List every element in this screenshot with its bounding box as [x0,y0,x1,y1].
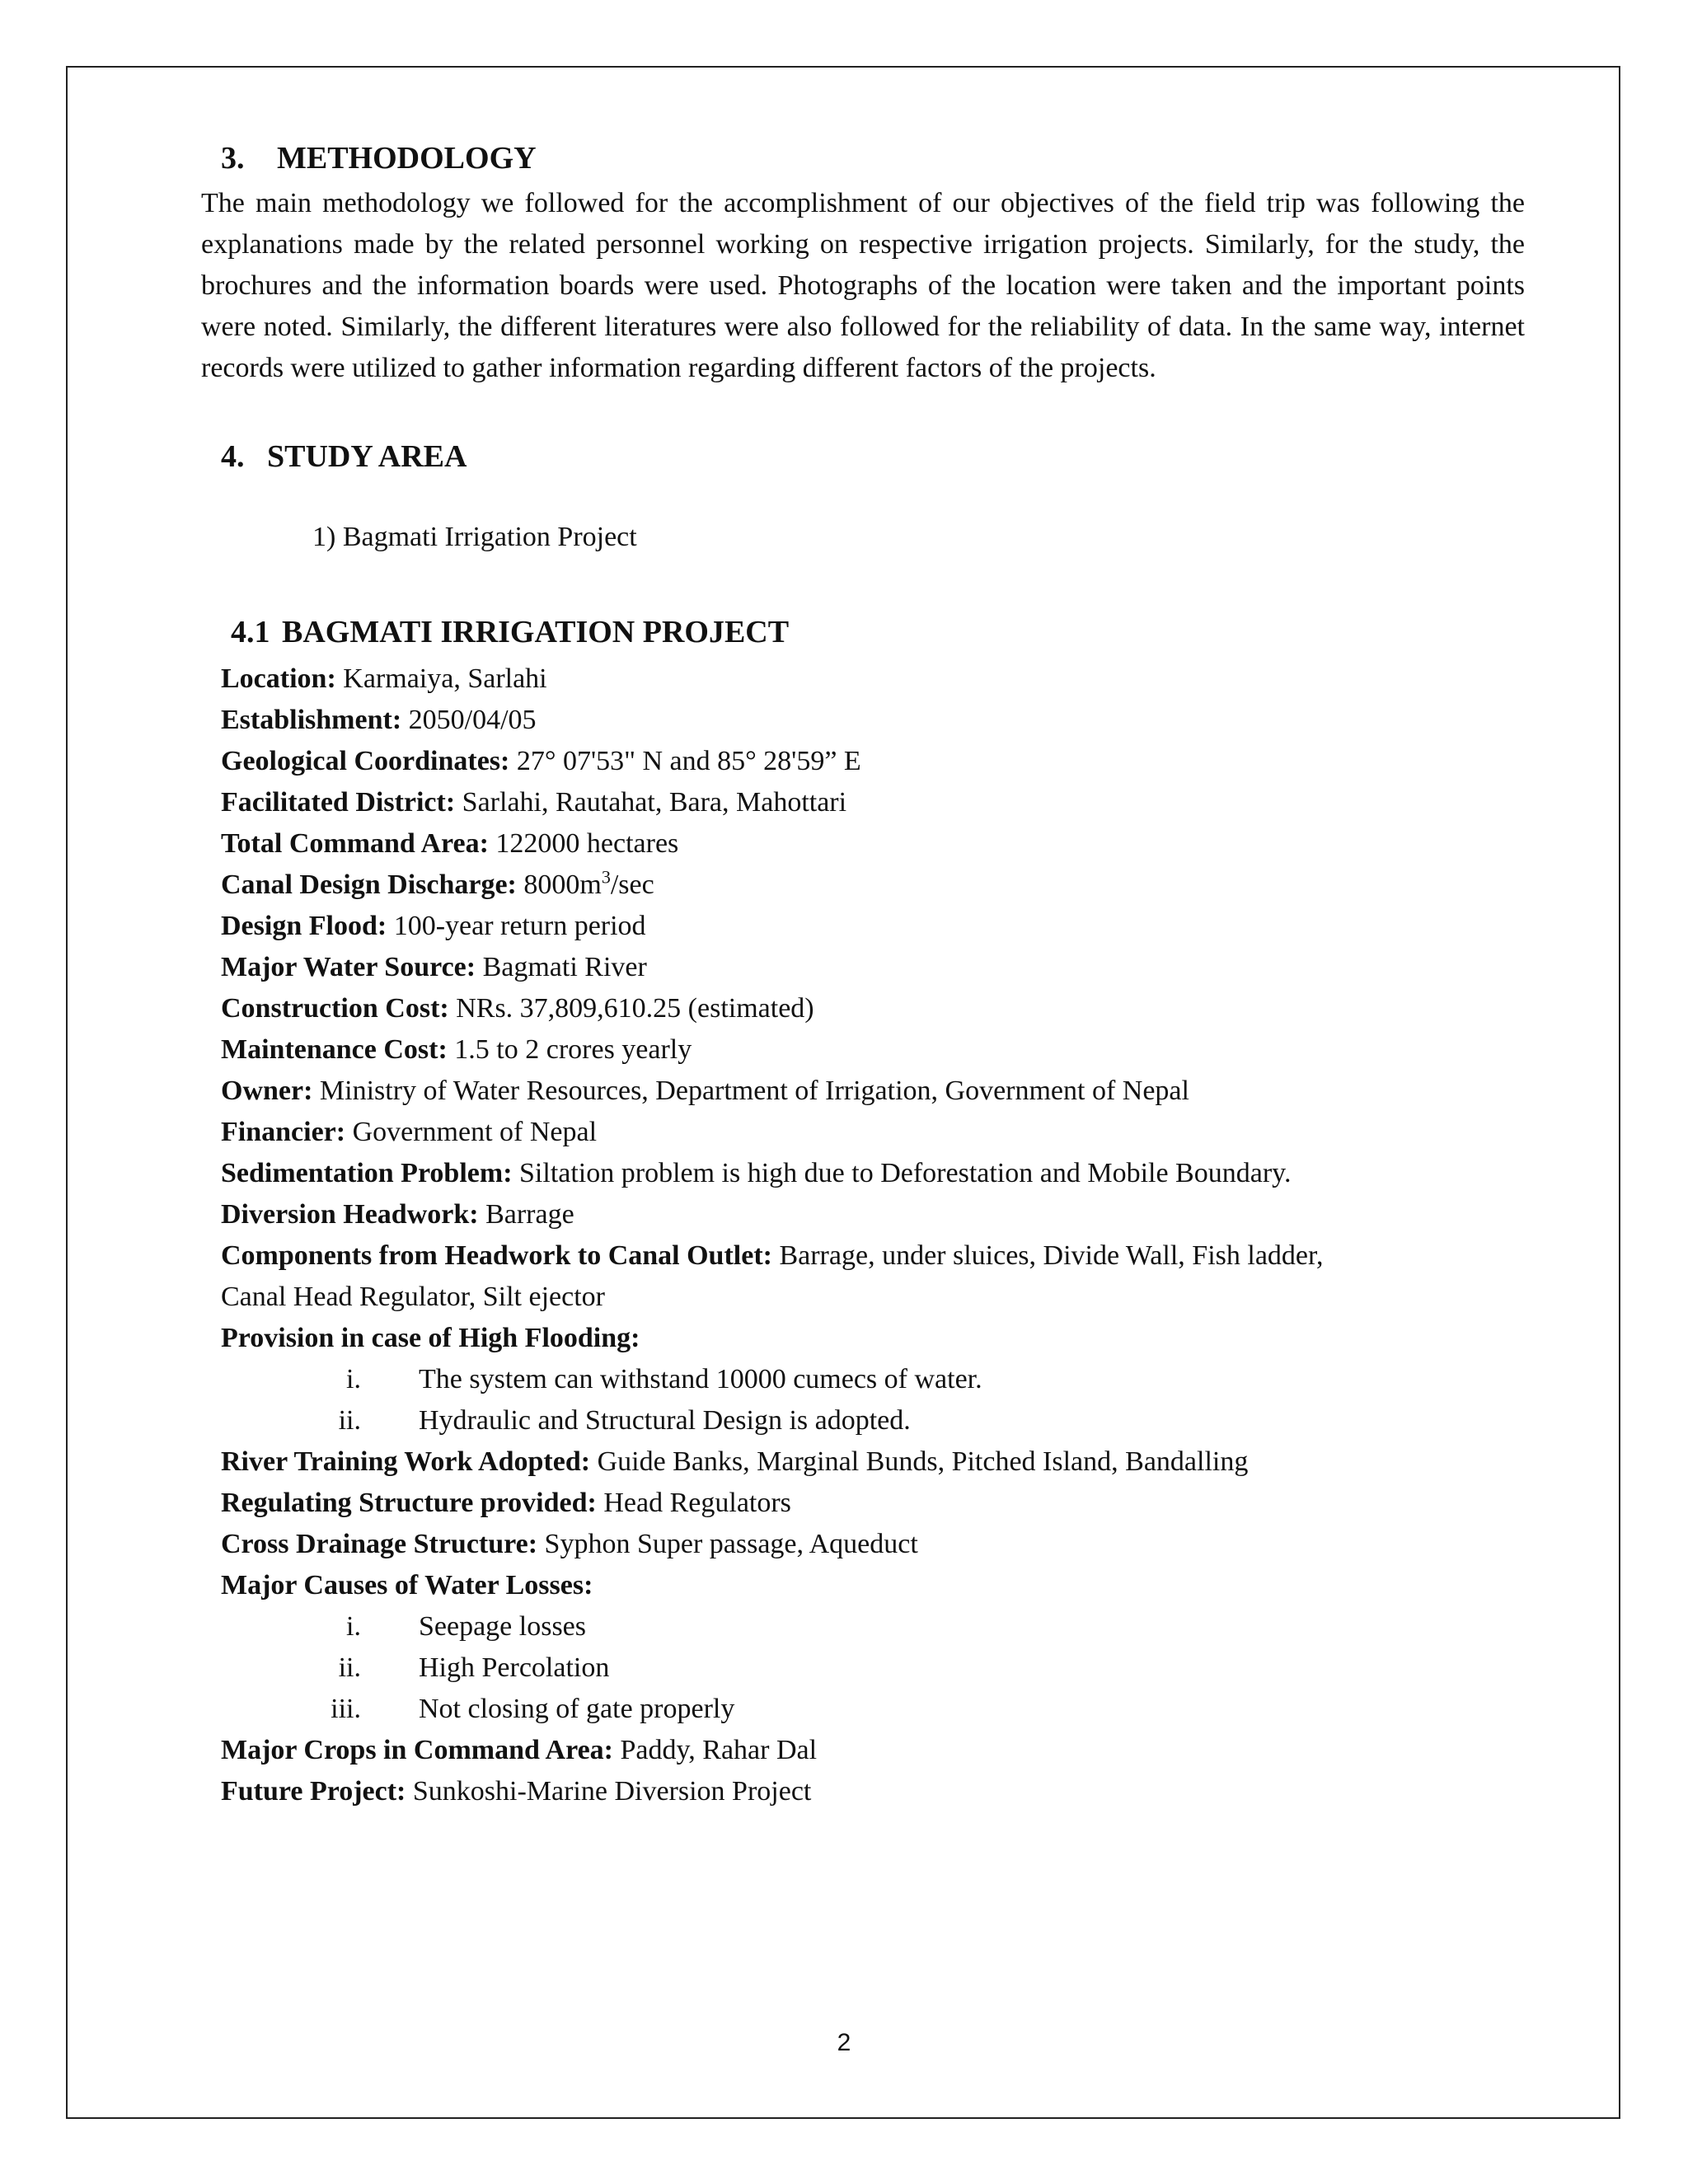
section-heading-study-area: 4. STUDY AREA [221,438,467,474]
page-number: 2 [837,2029,851,2056]
field-flooding-provision: Provision in case of High Flooding: [221,1322,640,1353]
methodology-paragraph: The main methodology we followed for the accomplishment of our objectives of the field trip was following the explanations made by the related personnel working on respective irrigation projects. Similarly, for the study, the brochures and the information boards were used. Photographs of the location were taken and the important points were noted. Similarly, the different literatures were also followed for the reliability of data. In the same way, internet records were utilized to gather information regarding different factors of the projects. [201,187,1525,383]
field-water-source: Major Water Source: Bagmati River [221,951,647,982]
field-establishment: Establishment: 2050/04/05 [221,704,537,735]
list-item: iii. Not closing of gate properly [331,1693,735,1724]
project-details [221,658,1525,1812]
field-district: Facilitated District: Sarlahi, Rautahat, Bara, Mahottari [221,786,847,818]
field-location: Location: Karmaiya, Sarlahi [221,663,547,694]
field-future-project: Future Project: Sunkoshi-Marine Diversion Project [221,1775,812,1807]
study-area-list [312,517,1525,558]
field-construction-cost: Construction Cost: NRs. 37,809,610.25 (estimated) [221,992,814,1024]
field-cross-drainage: Cross Drainage Structure: Syphon Super passage, Aqueduct [221,1528,918,1559]
field-coordinates: Geological Coordinates: 27° 07'53" N and 85° 28'59” E [221,745,861,776]
list-item: i. The system can withstand 10000 cumecs of water. [346,1363,982,1394]
page-content [201,140,1525,1812]
field-command-area: Total Command Area: 122000 hectares [221,827,679,859]
field-owner: Owner: Ministry of Water Resources, Department of Irrigation, Government of Nepal [221,1075,1189,1106]
section-heading-bagmati: 4.1 BAGMATI IRRIGATION PROJECT [231,615,790,650]
field-diversion-headwork: Diversion Headwork: Barrage [221,1198,574,1230]
field-river-training: River Training Work Adopted: Guide Banks, Marginal Bunds, Pitched Island, Bandalling [221,1446,1249,1477]
field-major-crops: Major Crops in Command Area: Paddy, Rahar Dal [221,1734,818,1765]
list-item: ii. Hydraulic and Structural Design is adopted. [338,1404,911,1436]
field-components-continuation: Canal Head Regulator, Silt ejector [221,1281,605,1312]
field-components: Components from Headwork to Canal Outlet: Barrage, under sluices, Divide Wall, Fish ladder, [221,1240,1324,1271]
field-maintenance-cost: Maintenance Cost: 1.5 to 2 crores yearly [221,1033,692,1065]
list-item: i. Seepage losses [346,1610,587,1642]
field-design-flood: Design Flood: 100-year return period [221,910,646,941]
field-discharge: Canal Design Discharge: $8000m^3/\sec$ [221,866,654,900]
field-sedimentation: Sedimentation Problem: Siltation problem is high due to Deforestation and Mobile Boundary. [221,1157,1292,1188]
list-item: 1) Bagmati Irrigation Project [312,522,637,553]
field-financier: Financier: Government of Nepal [221,1116,598,1147]
list-item: ii. High Percolation [338,1652,610,1683]
field-regulating-structure: Regulating Structure provided: Head Regulators [221,1487,791,1518]
section-heading-methodology: 3. METHODOLOGY [221,141,537,176]
field-water-losses: Major Causes of Water Losses: [221,1569,593,1601]
